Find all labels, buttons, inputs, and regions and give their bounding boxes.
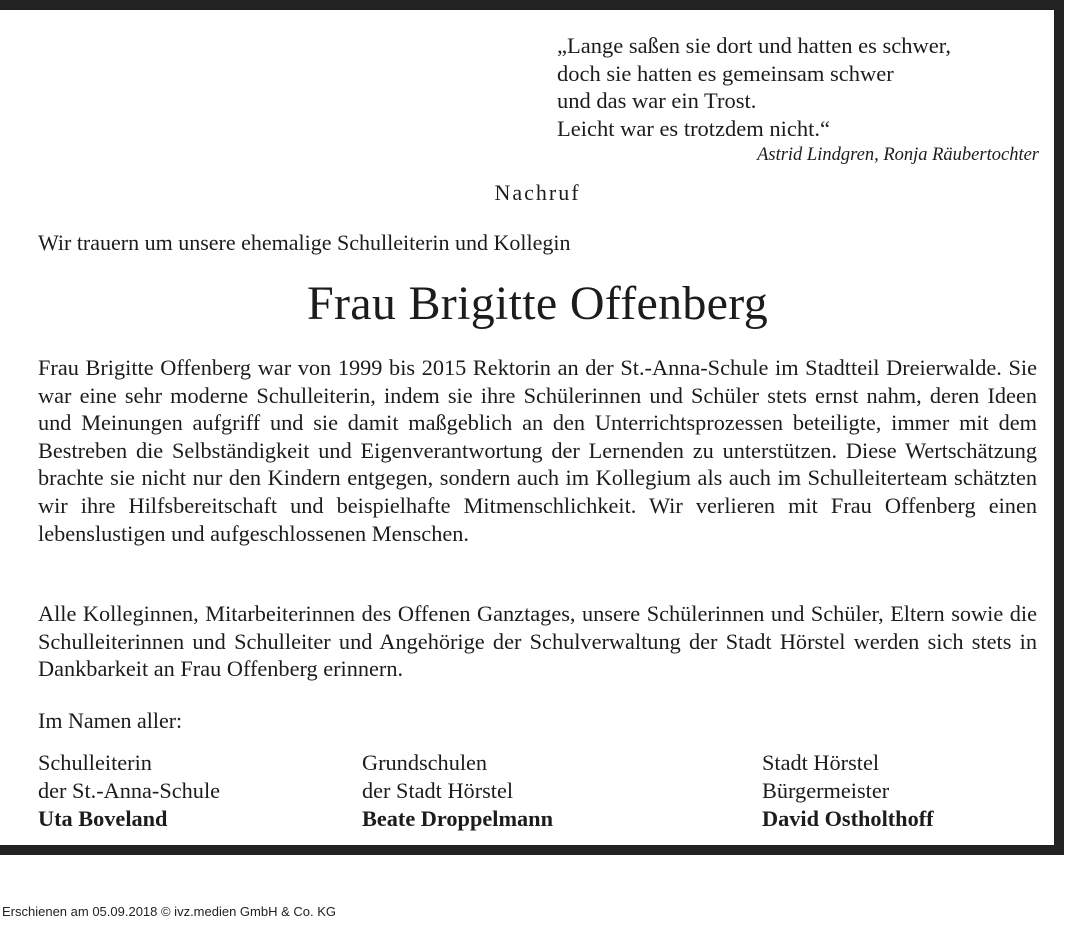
quote-line: und das war ein Trost. — [557, 88, 757, 113]
publication-footer: Erschienen am 05.09.2018 © ivz.medien GmbH & Co. KG — [2, 904, 337, 919]
intro-text: Wir trauern um unsere ehemalige Schulleiterin und Kollegin — [38, 230, 571, 255]
signatory — [38, 749, 220, 833]
quote-line: „Lange saßen sie dort und hatten es schwer, — [557, 33, 951, 58]
quote-line: Leicht war es trotzdem nicht.“ — [557, 115, 831, 141]
signatory-line2: Bürgermeister — [762, 778, 890, 803]
deceased-name: Frau Brigitte Offenberg — [306, 277, 769, 330]
signatory — [362, 749, 553, 833]
signatory-line1: Schulleiterin — [38, 750, 152, 775]
signatory-line1: Stadt Hörstel — [762, 750, 880, 775]
quote-line: doch sie hatten es gemeinsam schwer — [557, 60, 894, 86]
body-paragraph: Frau Brigitte Offenberg war von 1999 bis 2015 Rektorin an der St.-Anna-Schule im Stadtteil Dreierwalde. Sie war eine sehr moderne Schulleiterin, indem sie ihre Schülerinnen und Schüler stets ernst nahm, deren Ideen und Meinungen aufgriff und sie damit maßgeblich an den Unterrichtsprozessen beteiligte, immer mit dem Bestreben die Selbständigkeit und Eigenverantwortung der Lernenden zu unterstützen. Diese Wertschätzung brachte sie nicht nur den Kindern entgegen, sondern auch im Kollegium als auch im Schulleiterteam schätzten wir ihre Hilfsbereitschaft und beispielhafte Mitmenschlichkeit. Wir verlieren mit Frau Offenberg einen lebenslustigen und aufgeschlossenen Menschen. — [38, 355, 1037, 546]
signatory-line2: der St.-Anna-Schule — [38, 778, 221, 803]
heading: Nachruf — [494, 180, 581, 205]
signatory-name: Beate Droppelmann — [362, 806, 553, 831]
signatory-line2: der Stadt Hörstel — [362, 778, 514, 803]
names-lead: Im Namen aller: — [38, 708, 183, 733]
signatory-name: Uta Boveland — [38, 806, 168, 831]
quote — [557, 32, 1039, 142]
signatory-line1: Grundschulen — [362, 750, 488, 775]
signatory-name: David Ostholthoff — [762, 806, 934, 831]
quote-attribution: Astrid Lindgren, Ronja Räubertochter — [757, 145, 1039, 165]
body-paragraph: Alle Kolleginnen, Mitarbeiterinnen des Offenen Ganztages, unsere Schülerinnen und Schüler, Eltern sowie die Schulleiterinnen und Schulleiter und Angehörige der Schulverwaltung der Stadt Hörstel werden sich stets in Dankbarkeit an Frau Offenberg erinnern. — [38, 601, 1037, 682]
signatory — [762, 749, 934, 833]
